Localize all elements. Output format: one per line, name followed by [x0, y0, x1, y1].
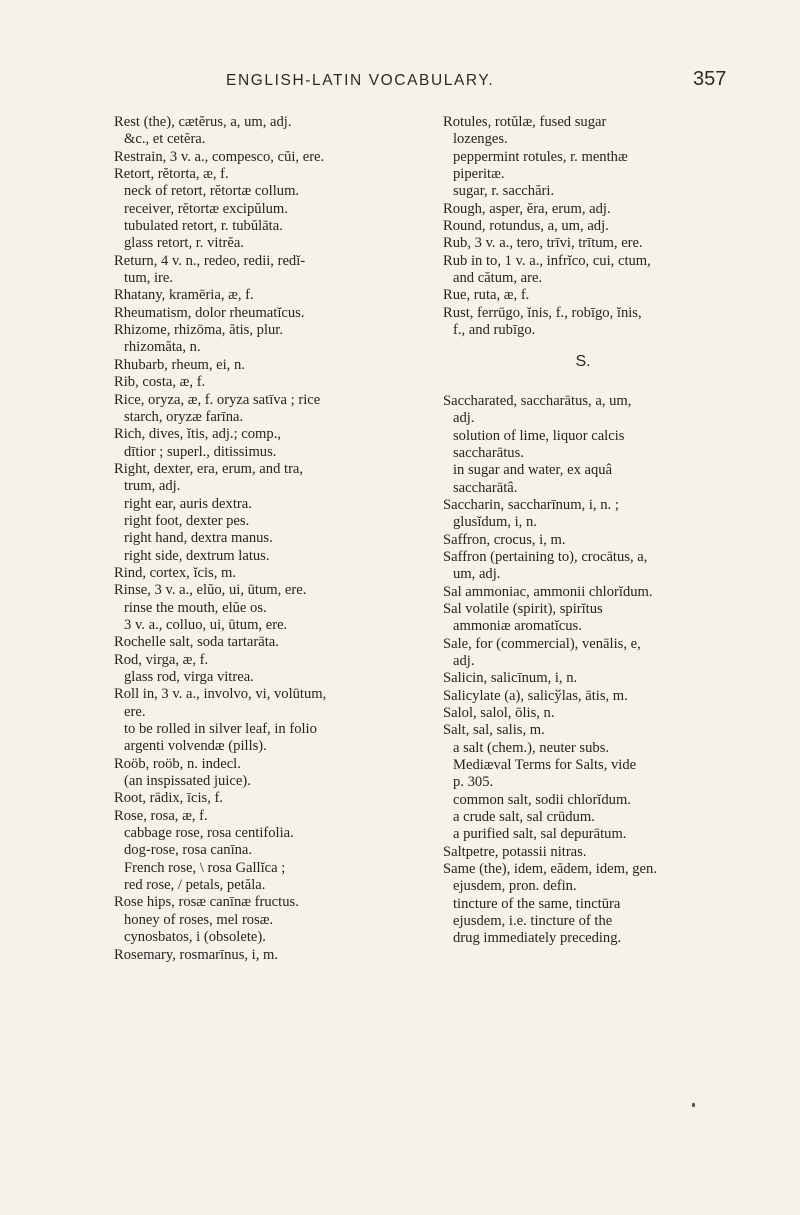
left-entry-line: Rheumatism, dolor rheumatĭcus. — [114, 304, 305, 321]
left-entry-line: Restrain, 3 v. a., compesco, cŭi, ere. — [114, 148, 325, 165]
left-column — [114, 114, 420, 964]
right-entry-line: sugar, r. sacchări. — [453, 183, 555, 200]
right-entry-line: Same (the), idem, eădem, idem, gen. — [443, 861, 657, 878]
left-entry-line: Rice, oryza, æ, f. oryza satīva ; rice — [114, 391, 321, 408]
left-entry-line: right hand, dextra manus. — [124, 530, 273, 547]
right-entry-line: Saffron (pertaining to), crocātus, a, — [443, 548, 648, 565]
right-entry-line: ejusdem, i.e. tincture of the — [453, 913, 613, 930]
right-entry-line: peppermint rotules, r. menthæ — [453, 148, 628, 165]
right-entry-line: Salicylate (a), salicўlas, ātis, m. — [443, 687, 628, 704]
left-entry-line: Rinse, 3 v. a., elŭo, ui, ūtum, ere. — [114, 582, 307, 599]
right-entry-line: Salol, salol, ōlis, n. — [443, 705, 555, 721]
left-entry-line: ere. — [124, 703, 146, 720]
right-entry-line: Rotules, rotŭlæ, fused sugar — [443, 114, 607, 130]
right-entry-line: Rust, ferrūgo, ĭnis, f., robīgo, ĭnis, — [443, 304, 642, 321]
left-entry-line: Roöb, roöb, n. indecl. — [114, 755, 241, 772]
right-entry-line: a salt (chem.), neuter subs. — [453, 739, 610, 756]
left-entry-line: red rose, / petals, petăla. — [124, 877, 266, 894]
left-entry-line: Rose, rosa, æ, f. — [114, 807, 208, 824]
left-entry-line: glass rod, virga vitrea. — [124, 669, 254, 685]
left-entry-line: dog-rose, rosa canīna. — [124, 842, 253, 859]
left-entry-line: neck of retort, rĕtortæ collum. — [124, 183, 300, 200]
right-entry-line: um, adj. — [453, 566, 501, 583]
right-entry-line: Saltpetre, potassii nitras. — [443, 843, 587, 860]
right-entry-line: Saccharated, saccharātus, a, um, — [443, 392, 632, 409]
right-entry-line: adj. — [453, 652, 475, 669]
right-entry-line: p. 305. — [453, 774, 494, 791]
left-entry-line: trum, adj. — [124, 478, 181, 495]
left-entry-line: tubulated retort, r. tubŭlāta. — [124, 218, 283, 235]
left-entry-line: Right, dexter, era, erum, and tra, — [114, 460, 304, 477]
left-entry-line: Rind, cortex, ĭcis, m. — [114, 564, 237, 581]
right-entry-line: piperitæ. — [453, 166, 505, 183]
right-entry-line: Sal volatile (spirit), spirĭtus — [443, 600, 603, 617]
right-entry-line: drug immediately preceding. — [453, 930, 622, 947]
left-entry-line: glass retort, r. vitrĕa. — [124, 235, 244, 252]
right-entry-line: Rub in to, 1 v. a., infrĭco, cui, ctum, — [443, 252, 651, 269]
right-entry-line: Rough, asper, ĕra, erum, adj. — [443, 200, 611, 217]
left-entry-line: Rib, costa, æ, f. — [114, 374, 206, 391]
right-entry-line: Sale, for (commercial), venālis, e, — [443, 635, 641, 652]
left-entry-line: cynosbatos, i (obsolete). — [124, 929, 266, 946]
left-entry-line: Rhatany, kramēria, æ, f. — [114, 287, 254, 304]
left-entry-line: right side, dextrum latus. — [124, 547, 270, 564]
right-entry-line: common salt, sodii chlorĭdum. — [453, 791, 631, 808]
left-entry-line: to be rolled in silver leaf, in folio — [124, 721, 317, 738]
right-entry-line: f., and rubīgo. — [453, 322, 536, 339]
section-letter-s: S. — [575, 353, 591, 371]
right-entry-line: Saccharin, saccharīnum, i, n. ; — [443, 496, 619, 513]
left-entry-line: 3 v. a., colluo, ui, ūtum, ere. — [124, 616, 288, 633]
right-entry-line: Salt, sal, salis, m. — [443, 722, 545, 739]
left-entry-line: French rose, \ rosa Gallĭca ; — [124, 859, 286, 876]
left-entry-line: Rhizome, rhizōma, ătis, plur. — [114, 322, 284, 339]
left-entry-line: &c., et cetĕra. — [124, 131, 206, 148]
left-entry-line: Return, 4 v. n., redeo, redii, redĭ- — [114, 252, 306, 269]
right-column — [443, 114, 743, 948]
right-entry-line: tincture of the same, tinctūra — [453, 895, 621, 912]
right-entry-line: Mediæval Terms for Salts, vide — [453, 757, 637, 774]
left-entry-line: Root, rādix, īcis, f. — [114, 790, 224, 807]
right-entry-line: saccharātâ. — [453, 479, 518, 496]
left-entry-line: cabbage rose, rosa centifolia. — [124, 825, 294, 842]
right-entry-line: a purified salt, sal depurātum. — [453, 826, 627, 843]
right-entry-line: Rub, 3 v. a., tero, trīvi, trītum, ere. — [443, 235, 643, 252]
left-entry-line: tum, ire. — [124, 270, 174, 287]
left-entry-line: right foot, dexter pes. — [124, 512, 250, 529]
right-entry-line: ammoniæ aromatĭcus. — [453, 618, 582, 635]
left-entry-line: Rose hips, rosæ canīnæ fructus. — [114, 894, 299, 911]
left-entry-line: rhizomăta, n. — [124, 339, 201, 356]
left-entry-line: Rod, virga, æ, f. — [114, 651, 209, 668]
right-entry-line: Sal ammoniac, ammonii chlorĭdum. — [443, 583, 653, 600]
left-entry-line: starch, oryzæ farīna. — [124, 408, 244, 425]
left-entry-line: receiver, rĕtortæ excipŭlum. — [124, 200, 288, 217]
right-entry-line: ejusdem, pron. defin. — [453, 878, 577, 895]
left-entry-line: (an inspissated juice). — [124, 773, 251, 790]
right-entry-line: glusĭdum, i, n. — [453, 514, 537, 531]
left-entry-line: dītior ; superl., ditissimus. — [124, 443, 277, 460]
left-entry-line: Retort, rĕtorta, æ, f. — [114, 166, 229, 183]
right-entry-line: saccharātus. — [453, 444, 524, 461]
left-entry-line: argenti volvendæ (pills). — [124, 738, 267, 755]
running-title: ENGLISH-LATIN VOCABULARY. — [226, 72, 495, 89]
right-column-entries-r — [443, 114, 743, 339]
left-entry-line: Rosemary, rosmarīnus, i, m. — [114, 946, 279, 963]
ink-speck — [692, 1103, 695, 1107]
left-entry-line: Rich, dives, ĭtis, adj.; comp., — [114, 426, 282, 443]
right-entry-line: Round, rotundus, a, um, adj. — [443, 218, 609, 235]
left-entry-line: right ear, auris dextra. — [124, 495, 252, 512]
right-entry-line: in sugar and water, ex aquâ — [453, 462, 613, 479]
right-entry-line: and cătum, are. — [453, 270, 543, 287]
right-entry-line: a crude salt, sal crūdum. — [453, 809, 595, 826]
right-column-entries-s — [443, 393, 743, 948]
right-entry-line: Saffron, crocus, i, m. — [443, 531, 566, 548]
left-entry-line: Rhubarb, rheum, ei, n. — [114, 356, 245, 373]
right-entry-line: Salicin, salicīnum, i, n. — [443, 670, 578, 687]
right-entry-line: adj. — [453, 410, 475, 427]
left-entry-line: honey of roses, mel rosæ. — [124, 911, 274, 928]
left-entry-line: rinse the mouth, elŭe os. — [124, 599, 267, 616]
left-entry-line: Roll in, 3 v. a., involvo, vi, volūtum, — [114, 686, 327, 703]
running-head — [0, 68, 800, 98]
right-entry-line: lozenges. — [453, 131, 508, 148]
left-entry-line: Rochelle salt, soda tartarāta. — [114, 634, 279, 651]
right-entry-line: Rue, ruta, æ, f. — [443, 287, 530, 304]
page-number: 357 — [693, 68, 727, 90]
left-entry-line: Rest (the), cætĕrus, a, um, adj. — [114, 114, 292, 130]
right-entry-line: solution of lime, liquor calcis — [453, 427, 625, 444]
